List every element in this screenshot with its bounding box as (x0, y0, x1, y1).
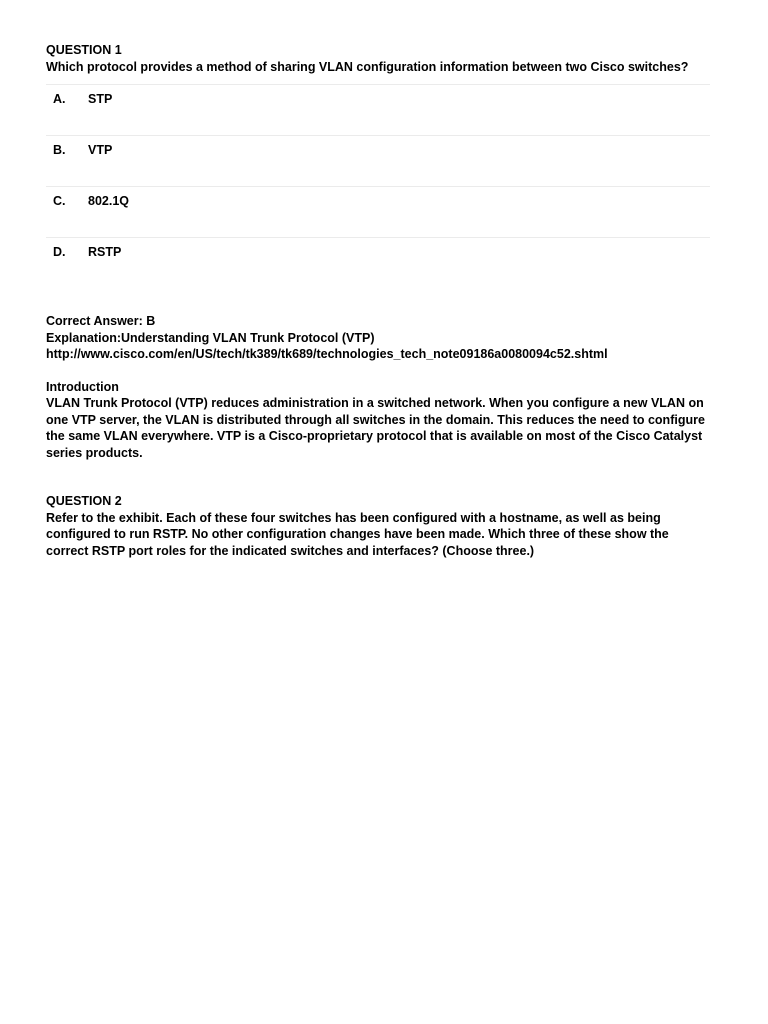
option-letter: A. (53, 92, 66, 106)
option-text: 802.1Q (88, 194, 130, 208)
option-d (46, 238, 710, 289)
question-1-heading: QUESTION 1 (46, 43, 122, 57)
answer-explanation (46, 313, 710, 363)
reference-link[interactable]: http://www.cisco.com/en/US/tech/tk389/tk689/technologies_tech_note09186a0080094c52.shtml (46, 347, 608, 361)
introduction (46, 379, 710, 462)
option-text: STP (88, 92, 113, 106)
question-2 (46, 493, 710, 559)
option-c (46, 187, 710, 238)
option-letter: D. (53, 245, 66, 259)
explanation-title: Explanation:Understanding VLAN Trunk Protocol (VTP) (46, 330, 375, 345)
question-2-heading: QUESTION 2 (46, 494, 122, 508)
option-text: VTP (88, 143, 113, 157)
option-text: RSTP (88, 245, 122, 259)
option-letter: C. (53, 194, 66, 208)
introduction-heading: Introduction (46, 379, 119, 394)
introduction-text: VLAN Trunk Protocol (VTP) reduces administration in a switched network. When you configure a new VLAN on one VTP server, the VLAN is distributed through all switches in the domain. This reduces the need to configure the same VLAN everywhere. VTP is a Cisco-proprietary protocol that is available on most of the Cisco Catalyst series products. (46, 396, 705, 460)
question-2-text: Refer to the exhibit. Each of these four switches has been configured with a hostname, as well as being configured to run RSTP. No other configuration changes have been made. Which three of these show the correct RSTP port roles for the indicated switches and interfaces? (Choose three.) (46, 510, 669, 558)
document-page (46, 42, 710, 559)
question-1-text: Which protocol provides a method of sharing VLAN configuration information between two Cisco switches? (46, 59, 689, 74)
option-letter: B. (53, 143, 66, 157)
answer-options (46, 84, 710, 289)
question-1 (46, 42, 710, 461)
option-b (46, 136, 710, 187)
correct-answer: Correct Answer: B (46, 314, 156, 328)
option-a (46, 85, 710, 136)
